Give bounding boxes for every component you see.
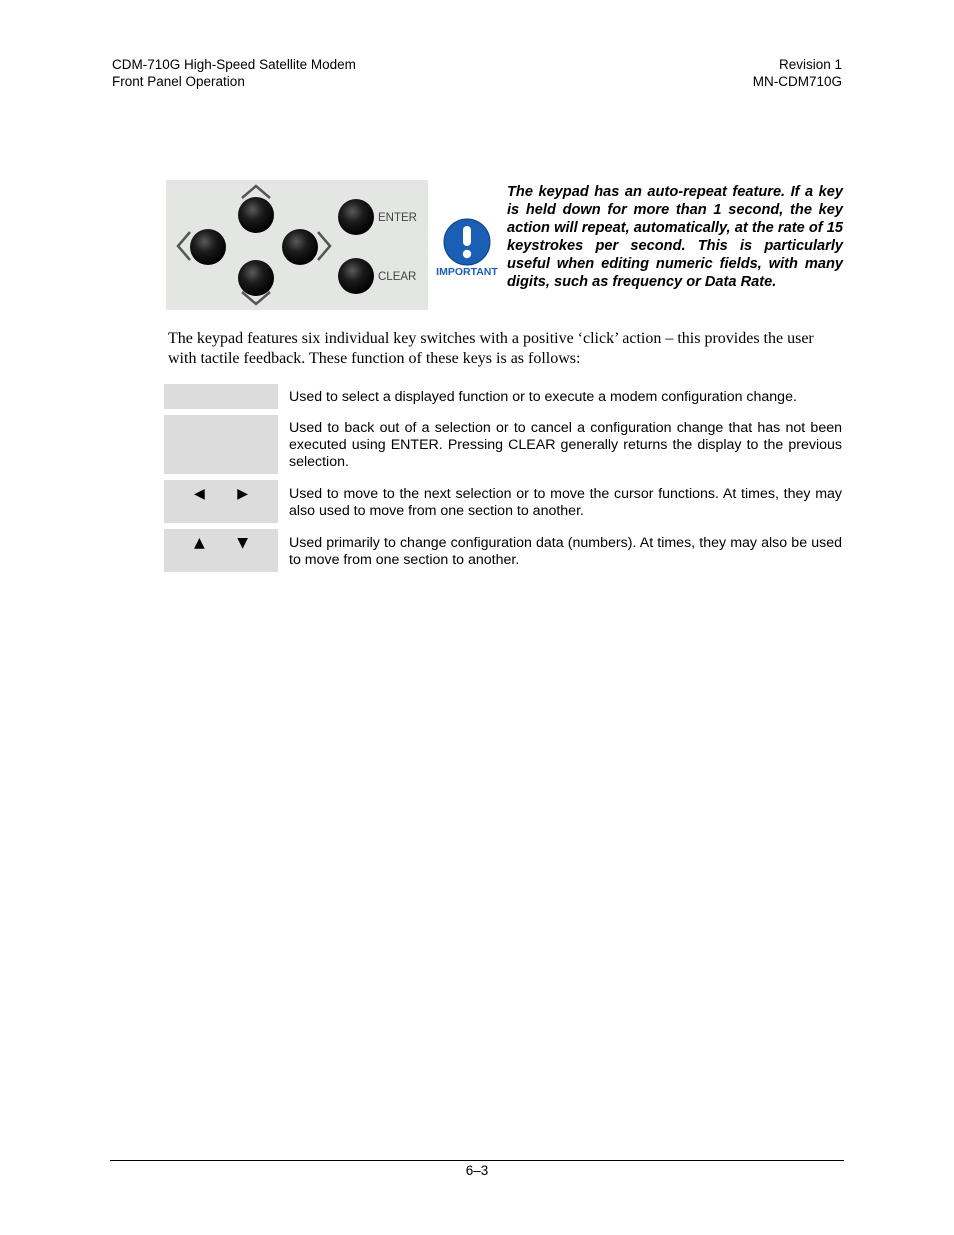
revision-label: Revision 1 [778,57,842,72]
intro-paragraph: The keypad features six individual key switches with a positive ‘click’ action – this provides the user with tactile feedback. These function of these keys is as follows: [168,330,814,367]
document-title: CDM-710G High-Speed Satellite Modem [112,57,356,72]
key-row-up-down [164,529,844,572]
page-number: 6–3 [465,1163,489,1178]
key-cell-clear [164,415,278,474]
key-row-enter [164,384,844,409]
footer-divider [110,1160,844,1161]
key-cell-up-down [164,529,278,572]
down-arrow-button [238,260,274,296]
chapter-title: Front Panel Operation [112,74,245,89]
key-row-clear [164,415,844,474]
important-icon [434,218,500,278]
left-chevron [178,232,190,260]
key-description-clear: Used to back out of a selection or to cancel a configuration change that has not been executed using ENTER. Pressing CLEAR generally returns the display to the previous selection. [289,420,842,470]
manual-number: MN-CDM710G [752,74,842,89]
left-arrow-button [190,229,226,265]
auto-repeat-note: The keypad has an auto-repeat feature. If a key is held down for more than 1 second, the key action will repeat, automatically, at the rate of 15 keystrokes per second. This is particularly useful when editing numeric fields, with many digits, such as frequency or Data Rate. [507,184,843,290]
important-label: IMPORTANT [436,266,498,278]
right-chevron [318,232,330,260]
key-description-left-right: Used to move to the next selection or to move the cursor functions. At times, they may also used to move from one section to another. [289,486,842,519]
right-arrow-button [282,229,318,265]
key-description-enter: Used to select a displayed function or to execute a modem configuration change. [289,389,797,405]
up-down-arrow-icons: ▲ ▼ [194,535,262,551]
key-description-up-down: Used primarily to change configuration data (numbers). At times, they may also be used to move from one section to another. [289,535,842,568]
clear-button [338,258,374,294]
key-row-left-right [164,480,844,523]
running-header-right [753,56,842,90]
keypad-illustration [166,180,428,310]
enter-button [338,199,374,235]
enter-button-label: ENTER [378,212,417,224]
keypad-drawing [166,180,428,310]
key-cell-enter [164,384,278,409]
up-arrow-button [238,197,274,233]
up-chevron [242,186,270,198]
left-right-arrow-icons: ◀ ▶ [194,486,262,502]
clear-button-label: CLEAR [378,271,417,283]
key-cell-left-right [164,480,278,523]
running-header-left [112,56,356,90]
